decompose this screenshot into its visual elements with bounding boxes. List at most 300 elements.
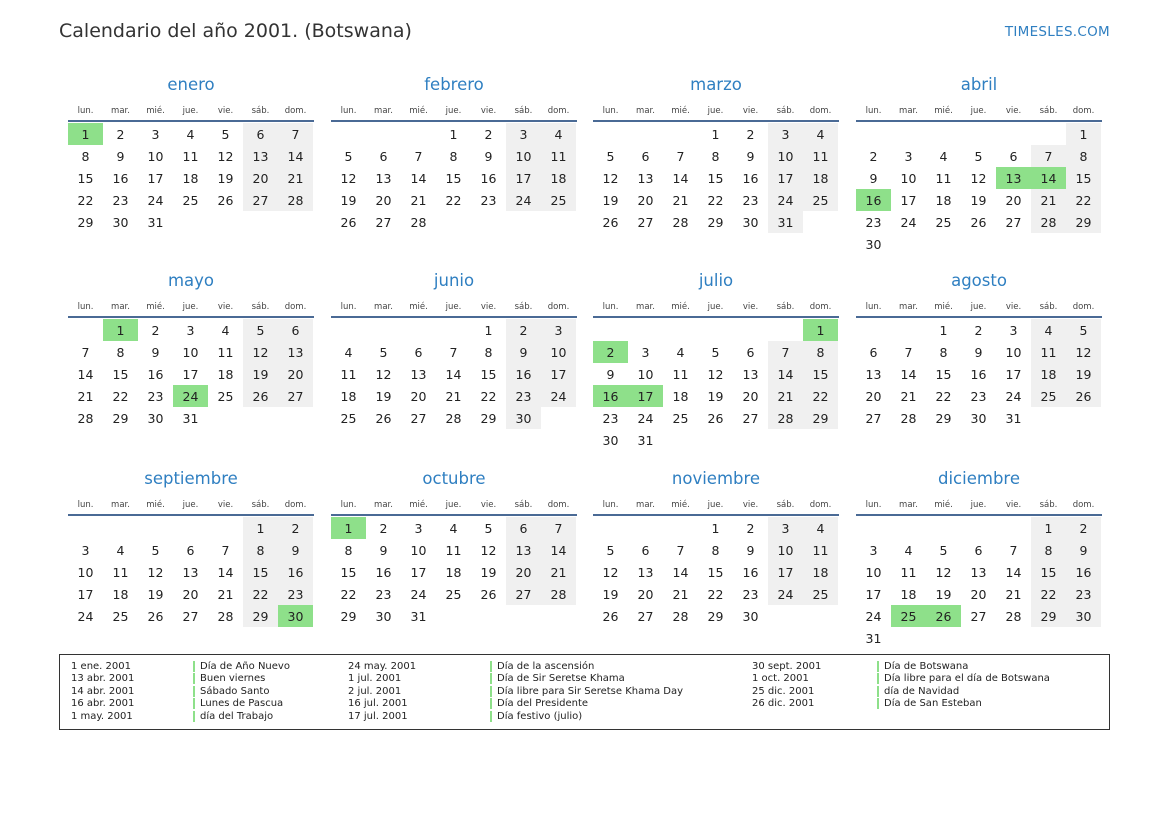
day-cell: 6	[746, 344, 755, 360]
day-cell: 2	[506, 319, 541, 341]
weekday-header	[856, 102, 1102, 120]
day-cell: 30	[602, 432, 619, 448]
day-cell: 13	[278, 341, 313, 363]
empty-cell	[891, 517, 926, 539]
day-cell: 13	[506, 539, 541, 561]
day-cell: 24	[900, 214, 917, 230]
weekday-label: lun.	[865, 106, 882, 116]
day-cell: 6	[243, 123, 278, 145]
day-cell: 12	[375, 366, 392, 382]
day-cell: 3	[869, 542, 878, 558]
day-cell: 21	[217, 586, 234, 602]
header-rule	[593, 514, 839, 516]
day-cell: 1	[711, 520, 720, 536]
day-cell: 5	[484, 520, 493, 536]
day-cell: 1	[711, 126, 720, 142]
day-grid	[856, 319, 1102, 429]
day-cell: 12	[707, 366, 724, 382]
day-grid	[331, 123, 577, 233]
day-cell: 25	[672, 410, 689, 426]
day-cell: 29	[77, 214, 94, 230]
month-name: diciembre	[938, 469, 1020, 488]
day-cell: 2	[746, 126, 755, 142]
empty-cell	[996, 123, 1031, 145]
day-cell: 7	[768, 341, 803, 363]
day-cell: 11	[541, 145, 576, 167]
day-cell: 13	[375, 170, 392, 186]
day-cell: 13	[243, 145, 278, 167]
day-cell: 23	[506, 385, 541, 407]
weekday-header	[856, 496, 1102, 514]
day-cell: 18	[541, 167, 576, 189]
month-name: noviembre	[671, 469, 761, 488]
weekday-label: lun.	[340, 302, 357, 312]
weekday-label: mar.	[899, 500, 918, 510]
day-cell: 22	[445, 192, 462, 208]
weekday-label: mié.	[409, 106, 428, 116]
holiday-day-cell: 1	[331, 517, 366, 539]
legend-holiday-name: Lunes de Pascua	[193, 698, 283, 709]
day-cell: 18	[900, 586, 917, 602]
day-cell: 5	[1066, 319, 1101, 341]
day-cell: 1	[1066, 123, 1101, 145]
empty-cell	[173, 517, 208, 539]
day-cell: 27	[1005, 214, 1022, 230]
legend-holiday-name: Día de Botswana	[877, 661, 968, 672]
weekday-label: mié.	[934, 106, 953, 116]
day-cell: 26	[602, 608, 619, 624]
empty-cell	[926, 517, 961, 539]
day-cell: 22	[803, 385, 838, 407]
day-cell: 1	[939, 322, 948, 338]
empty-cell	[103, 517, 138, 539]
weekday-label: dom.	[284, 500, 307, 510]
header-rule	[331, 316, 577, 318]
day-cell: 7	[676, 542, 685, 558]
day-cell: 5	[243, 319, 278, 341]
header-rule	[593, 316, 839, 318]
day-cell: 25	[340, 410, 357, 426]
weekday-label: mié.	[409, 302, 428, 312]
day-cell: 19	[707, 388, 724, 404]
day-cell: 4	[541, 123, 576, 145]
day-cell: 24	[541, 385, 576, 407]
weekday-label: sáb.	[776, 106, 795, 116]
day-cell: 12	[340, 170, 357, 186]
day-cell: 3	[768, 517, 803, 539]
day-cell: 26	[217, 192, 234, 208]
month-julio	[593, 268, 839, 451]
day-cell: 17	[410, 564, 427, 580]
legend-holiday-name: Día de Sir Seretse Khama	[490, 673, 625, 684]
day-cell: 4	[344, 344, 353, 360]
legend-date: 16 abr. 2001	[71, 698, 135, 710]
weekday-label: jue.	[182, 106, 199, 116]
holiday-day-cell: 1	[803, 319, 838, 341]
weekday-label: dom.	[547, 106, 570, 116]
day-cell: 29	[1066, 211, 1101, 233]
day-cell: 9	[974, 344, 983, 360]
day-cell: 12	[217, 148, 234, 164]
day-cell: 8	[344, 542, 353, 558]
day-cell: 17	[900, 192, 917, 208]
day-cell: 19	[480, 564, 497, 580]
day-cell: 11	[672, 366, 689, 382]
day-cell: 5	[344, 148, 353, 164]
day-cell: 18	[803, 167, 838, 189]
day-cell: 11	[217, 344, 234, 360]
day-grid	[68, 319, 314, 429]
weekday-label: lun.	[602, 302, 619, 312]
month-diciembre	[856, 466, 1102, 649]
day-cell: 8	[1031, 539, 1066, 561]
day-cell: 12	[243, 341, 278, 363]
day-cell: 19	[602, 192, 619, 208]
weekday-label: vie.	[480, 302, 497, 312]
empty-cell	[331, 319, 366, 341]
day-grid	[593, 319, 839, 451]
day-cell: 17	[506, 167, 541, 189]
weekday-label: mié.	[146, 500, 165, 510]
holiday-day-cell: 30	[278, 605, 313, 627]
day-cell: 8	[243, 539, 278, 561]
holiday-day-cell: 1	[103, 319, 138, 341]
day-cell: 11	[935, 170, 952, 186]
day-cell: 20	[243, 167, 278, 189]
day-cell: 10	[77, 564, 94, 580]
holiday-legend	[59, 654, 1110, 730]
legend-date: 24 may. 2001	[348, 661, 417, 672]
weekday-label: lun.	[77, 106, 94, 116]
legend-holiday-name: Día libre para Sir Seretse Khama Day	[490, 686, 683, 697]
weekday-header	[593, 496, 839, 514]
day-cell: 9	[869, 170, 878, 186]
empty-cell	[961, 517, 996, 539]
day-cell: 25	[445, 586, 462, 602]
weekday-label: sáb.	[1039, 302, 1058, 312]
weekday-label: vie.	[480, 106, 497, 116]
header-rule	[68, 514, 314, 516]
day-cell: 26	[243, 385, 278, 407]
day-cell: 15	[707, 170, 724, 186]
day-cell: 6	[506, 517, 541, 539]
weekday-label: lun.	[602, 106, 619, 116]
day-cell: 7	[904, 344, 913, 360]
weekday-label: mié.	[671, 302, 690, 312]
day-cell: 22	[243, 583, 278, 605]
month-enero	[68, 72, 314, 233]
month-agosto	[856, 268, 1102, 429]
day-cell: 14	[278, 145, 313, 167]
weekday-header	[331, 102, 577, 120]
legend-date: 30 sept. 2001	[752, 661, 822, 672]
weekday-label: vie.	[1005, 106, 1022, 116]
empty-cell	[733, 319, 768, 341]
day-cell: 19	[935, 586, 952, 602]
day-cell: 22	[77, 192, 94, 208]
day-cell: 15	[445, 170, 462, 186]
day-cell: 8	[116, 344, 125, 360]
empty-cell	[593, 319, 628, 341]
month-name: junio	[433, 271, 475, 290]
day-cell: 17	[77, 586, 94, 602]
day-cell: 8	[484, 344, 493, 360]
weekday-label: sáb.	[251, 302, 270, 312]
weekday-header	[68, 298, 314, 316]
day-cell: 9	[746, 148, 755, 164]
weekday-label: mié.	[934, 302, 953, 312]
day-cell: 28	[541, 583, 576, 605]
day-cell: 16	[1066, 561, 1101, 583]
day-cell: 4	[221, 322, 230, 338]
day-cell: 20	[506, 561, 541, 583]
weekday-label: jue.	[970, 106, 987, 116]
empty-cell	[331, 123, 366, 145]
day-cell: 21	[410, 192, 427, 208]
weekday-label: jue.	[445, 500, 462, 510]
empty-cell	[401, 123, 436, 145]
day-cell: 20	[278, 363, 313, 385]
day-cell: 20	[865, 388, 882, 404]
day-cell: 2	[1066, 517, 1101, 539]
day-cell: 24	[768, 189, 803, 211]
day-cell: 26	[147, 608, 164, 624]
day-cell: 17	[768, 167, 803, 189]
weekday-label: jue.	[182, 500, 199, 510]
day-cell: 10	[637, 366, 654, 382]
day-cell: 15	[707, 564, 724, 580]
day-cell: 7	[81, 344, 90, 360]
day-cell: 23	[865, 214, 882, 230]
day-cell: 21	[672, 586, 689, 602]
weekday-label: mar.	[636, 302, 655, 312]
empty-cell	[663, 517, 698, 539]
weekday-header	[68, 102, 314, 120]
empty-cell	[593, 517, 628, 539]
day-cell: 18	[112, 586, 129, 602]
day-cell: 25	[935, 214, 952, 230]
day-grid	[68, 517, 314, 627]
day-cell: 7	[449, 344, 458, 360]
day-cell: 23	[278, 583, 313, 605]
weekday-label: mar.	[636, 106, 655, 116]
day-cell: 7	[676, 148, 685, 164]
day-cell: 5	[221, 126, 230, 142]
day-cell: 16	[375, 564, 392, 580]
day-cell: 10	[410, 542, 427, 558]
day-cell: 6	[414, 344, 423, 360]
day-cell: 30	[970, 410, 987, 426]
day-cell: 21	[768, 385, 803, 407]
day-cell: 30	[742, 608, 759, 624]
day-cell: 19	[602, 586, 619, 602]
day-cell: 4	[803, 123, 838, 145]
day-cell: 22	[1031, 583, 1066, 605]
day-cell: 17	[865, 586, 882, 602]
day-cell: 8	[803, 341, 838, 363]
brand-link[interactable]: TIMESLES.COM	[1004, 24, 1110, 40]
empty-cell	[593, 123, 628, 145]
day-cell: 28	[1031, 211, 1066, 233]
month-septiembre	[68, 466, 314, 627]
day-cell: 13	[742, 366, 759, 382]
day-cell: 24	[637, 410, 654, 426]
weekday-label: sáb.	[1039, 106, 1058, 116]
day-cell: 29	[803, 407, 838, 429]
day-cell: 30	[506, 407, 541, 429]
weekday-label: vie.	[1005, 500, 1022, 510]
day-cell: 15	[1066, 167, 1101, 189]
empty-cell	[891, 319, 926, 341]
day-cell: 6	[379, 148, 388, 164]
weekday-label: vie.	[217, 500, 234, 510]
day-cell: 23	[480, 192, 497, 208]
day-cell: 27	[742, 410, 759, 426]
day-cell: 9	[1066, 539, 1101, 561]
day-grid	[856, 123, 1102, 255]
day-cell: 12	[602, 564, 619, 580]
weekday-label: vie.	[217, 302, 234, 312]
day-cell: 1	[449, 126, 458, 142]
weekday-label: vie.	[742, 302, 759, 312]
day-cell: 20	[637, 586, 654, 602]
day-cell: 24	[865, 608, 882, 624]
day-cell: 11	[1031, 341, 1066, 363]
empty-cell	[698, 319, 733, 341]
weekday-label: jue.	[970, 500, 987, 510]
empty-cell	[856, 319, 891, 341]
day-cell: 22	[935, 388, 952, 404]
empty-cell	[366, 123, 401, 145]
empty-cell	[996, 517, 1031, 539]
day-cell: 11	[803, 539, 838, 561]
day-cell: 26	[480, 586, 497, 602]
weekday-label: sáb.	[1039, 500, 1058, 510]
day-cell: 21	[672, 192, 689, 208]
day-cell: 15	[480, 366, 497, 382]
month-octubre	[331, 466, 577, 627]
day-cell: 14	[768, 363, 803, 385]
day-cell: 10	[541, 341, 576, 363]
month-noviembre	[593, 466, 839, 627]
weekday-label: mar.	[111, 500, 130, 510]
weekday-label: jue.	[707, 106, 724, 116]
day-cell: 14	[672, 564, 689, 580]
day-cell: 29	[480, 410, 497, 426]
legend-date: 2 jul. 2001	[348, 685, 402, 697]
weekday-header	[331, 496, 577, 514]
day-cell: 24	[1005, 388, 1022, 404]
holiday-day-cell: 14	[1031, 167, 1066, 189]
weekday-header	[331, 298, 577, 316]
day-cell: 14	[445, 366, 462, 382]
header-rule	[856, 514, 1102, 516]
day-cell: 20	[970, 586, 987, 602]
day-cell: 25	[541, 189, 576, 211]
day-cell: 2	[151, 322, 160, 338]
day-cell: 15	[340, 564, 357, 580]
month-mayo	[68, 268, 314, 429]
day-cell: 9	[606, 366, 615, 382]
day-cell: 16	[506, 363, 541, 385]
day-cell: 23	[970, 388, 987, 404]
header-rule	[856, 316, 1102, 318]
weekday-label: mar.	[899, 106, 918, 116]
empty-cell	[891, 123, 926, 145]
day-cell: 14	[672, 170, 689, 186]
holiday-day-cell: 13	[996, 167, 1031, 189]
legend-holiday-name: Día de la ascensión	[490, 661, 594, 672]
legend-holiday-name: Día del Presidente	[490, 698, 588, 709]
empty-cell	[926, 123, 961, 145]
weekday-label: mié.	[409, 500, 428, 510]
day-cell: 26	[970, 214, 987, 230]
day-cell: 17	[541, 363, 576, 385]
day-cell: 29	[935, 410, 952, 426]
day-cell: 9	[379, 542, 388, 558]
day-cell: 13	[637, 170, 654, 186]
month-name: mayo	[167, 271, 215, 290]
month-marzo	[593, 72, 839, 233]
day-cell: 10	[182, 344, 199, 360]
holiday-day-cell: 26	[926, 605, 961, 627]
weekday-label: mar.	[111, 106, 130, 116]
day-cell: 31	[768, 211, 803, 233]
day-cell: 19	[1066, 363, 1101, 385]
day-cell: 4	[186, 126, 195, 142]
day-cell: 3	[768, 123, 803, 145]
day-cell: 24	[506, 189, 541, 211]
day-cell: 27	[243, 189, 278, 211]
day-cell: 27	[375, 214, 392, 230]
empty-cell	[436, 319, 471, 341]
day-cell: 30	[865, 236, 882, 252]
day-cell: 11	[900, 564, 917, 580]
legend-holiday-name: día del Trabajo	[193, 711, 273, 722]
day-cell: 6	[1009, 148, 1018, 164]
day-cell: 3	[641, 344, 650, 360]
day-cell: 6	[869, 344, 878, 360]
day-cell: 14	[541, 539, 576, 561]
day-cell: 31	[410, 608, 427, 624]
day-cell: 10	[147, 148, 164, 164]
day-cell: 29	[1031, 605, 1066, 627]
day-cell: 3	[1009, 322, 1018, 338]
weekday-label: sáb.	[251, 106, 270, 116]
day-cell: 4	[1031, 319, 1066, 341]
day-cell: 18	[340, 388, 357, 404]
day-cell: 23	[147, 388, 164, 404]
day-cell: 20	[410, 388, 427, 404]
weekday-label: dom.	[284, 106, 307, 116]
day-cell: 28	[900, 410, 917, 426]
month-name: julio	[698, 271, 734, 290]
holiday-day-cell: 2	[593, 341, 628, 363]
weekday-header	[856, 298, 1102, 316]
weekday-label: lun.	[340, 106, 357, 116]
day-cell: 9	[116, 148, 125, 164]
day-cell: 26	[707, 410, 724, 426]
day-grid	[68, 123, 314, 233]
legend-date: 14 abr. 2001	[71, 685, 135, 697]
day-cell: 26	[602, 214, 619, 230]
weekday-label: dom.	[547, 500, 570, 510]
day-cell: 21	[278, 167, 313, 189]
weekday-header	[593, 102, 839, 120]
header-rule	[331, 120, 577, 122]
empty-cell	[961, 123, 996, 145]
day-cell: 19	[970, 192, 987, 208]
